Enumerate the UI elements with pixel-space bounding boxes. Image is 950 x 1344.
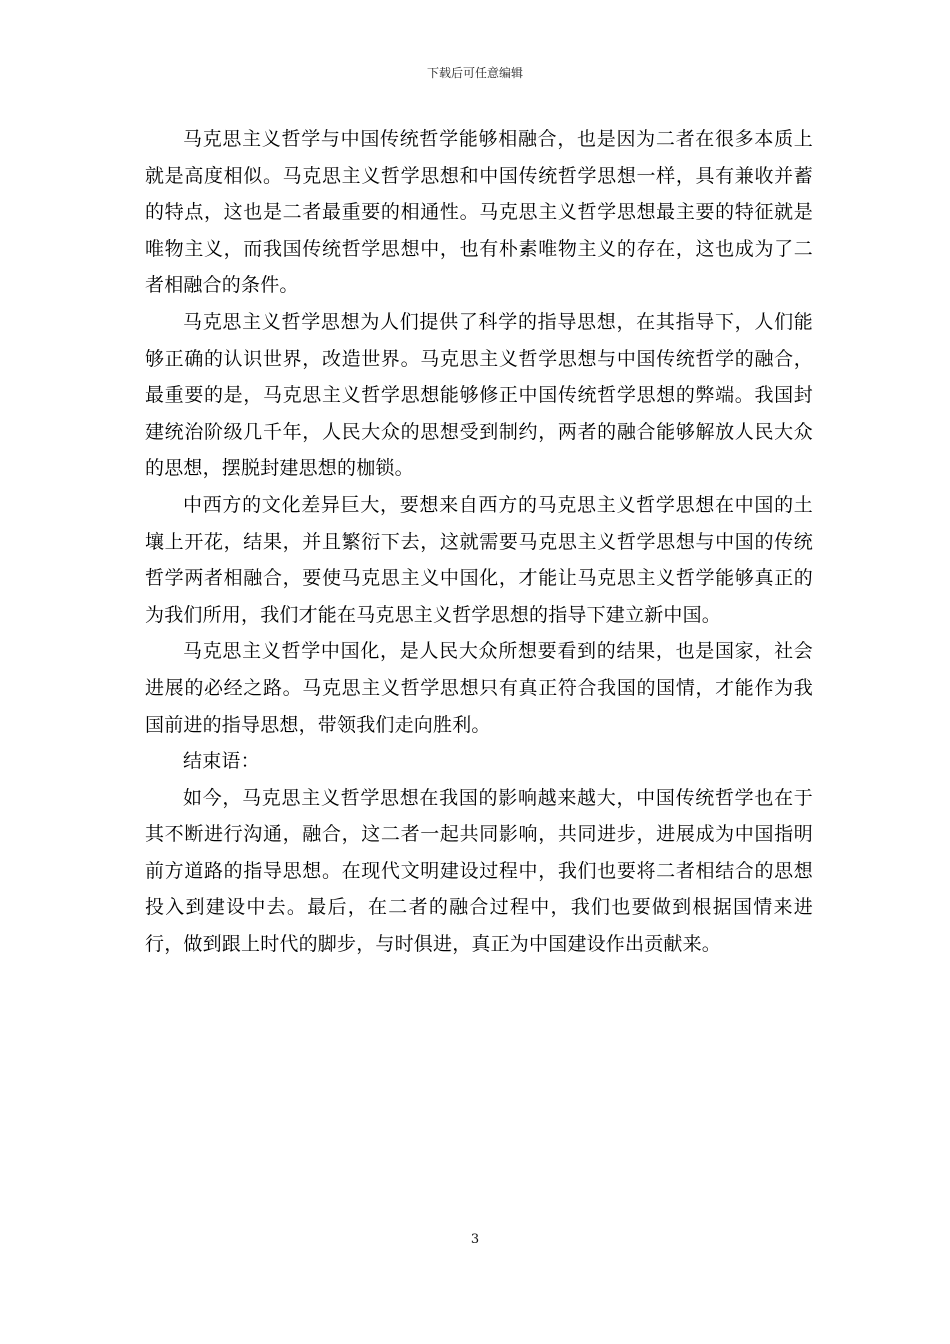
document-body [145,121,813,963]
paragraph-4: 马克思主义哲学中国化，是人民大众所想要看到的结果，也是国家，社会进展的必经之路。马克思主义哲学思想只有真正符合我国的国情，才能作为我国前进的指导思想，带领我们走向胜利。 [145,640,813,736]
page-header: 下载后可任意编辑 [426,66,523,80]
conclusion-heading: 结束语： [183,750,260,773]
paragraph-5: 如今，马克思主义哲学思想在我国的影响越来越大，中国传统哲学也在于其不断进行沟通，融合，这二者一起共同影响，共同进步，进展成为中国指明前方道路的指导思想。在现代文明建设过程中，我们也要将二者相结合的思想投入到建设中去。最后，在二者的融合过程中，我们也要做到根据国情来进行，做到跟上时代的脚步，与时俱进，真正为中国建设作出贡献来。 [145,786,813,956]
page-number: 3 [470,1232,480,1247]
paragraph-2: 马克思主义哲学思想为人们提供了科学的指导思想，在其指导下，人们能够正确的认识世界，改造世界。马克思主义哲学思想与中国传统哲学的融合，最重要的是，马克思主义哲学思想能够修正中国传统哲学思想的弊端。我国封建统治阶级几千年，人民大众的思想受到制约，两者的融合能够解放人民大众的思想，摆脱封建思想的枷锁。 [145,310,813,480]
paragraph-1: 马克思主义哲学与中国传统哲学能够相融合，也是因为二者在很多本质上就是高度相似。马克思主义哲学思想和中国传统哲学思想一样，具有兼收并蓄的特点，这也是二者最重要的相通性。马克思主义哲学思想最主要的特征就是唯物主义，而我国传统哲学思想中，也有朴素唯物主义的存在，这也成为了二者相融合的条件。 [145,128,813,297]
paragraph-3: 中西方的文化差异巨大，要想来自西方的马克思主义哲学思想在中国的土壤上开花，结果，并且繁衍下去，这就需要马克思主义哲学思想与中国的传统哲学两者相融合，要使马克思主义中国化，才能让马克思主义哲学能够真正的为我们所用，我们才能在马克思主义哲学思想的指导下建立新中国。 [145,493,813,626]
